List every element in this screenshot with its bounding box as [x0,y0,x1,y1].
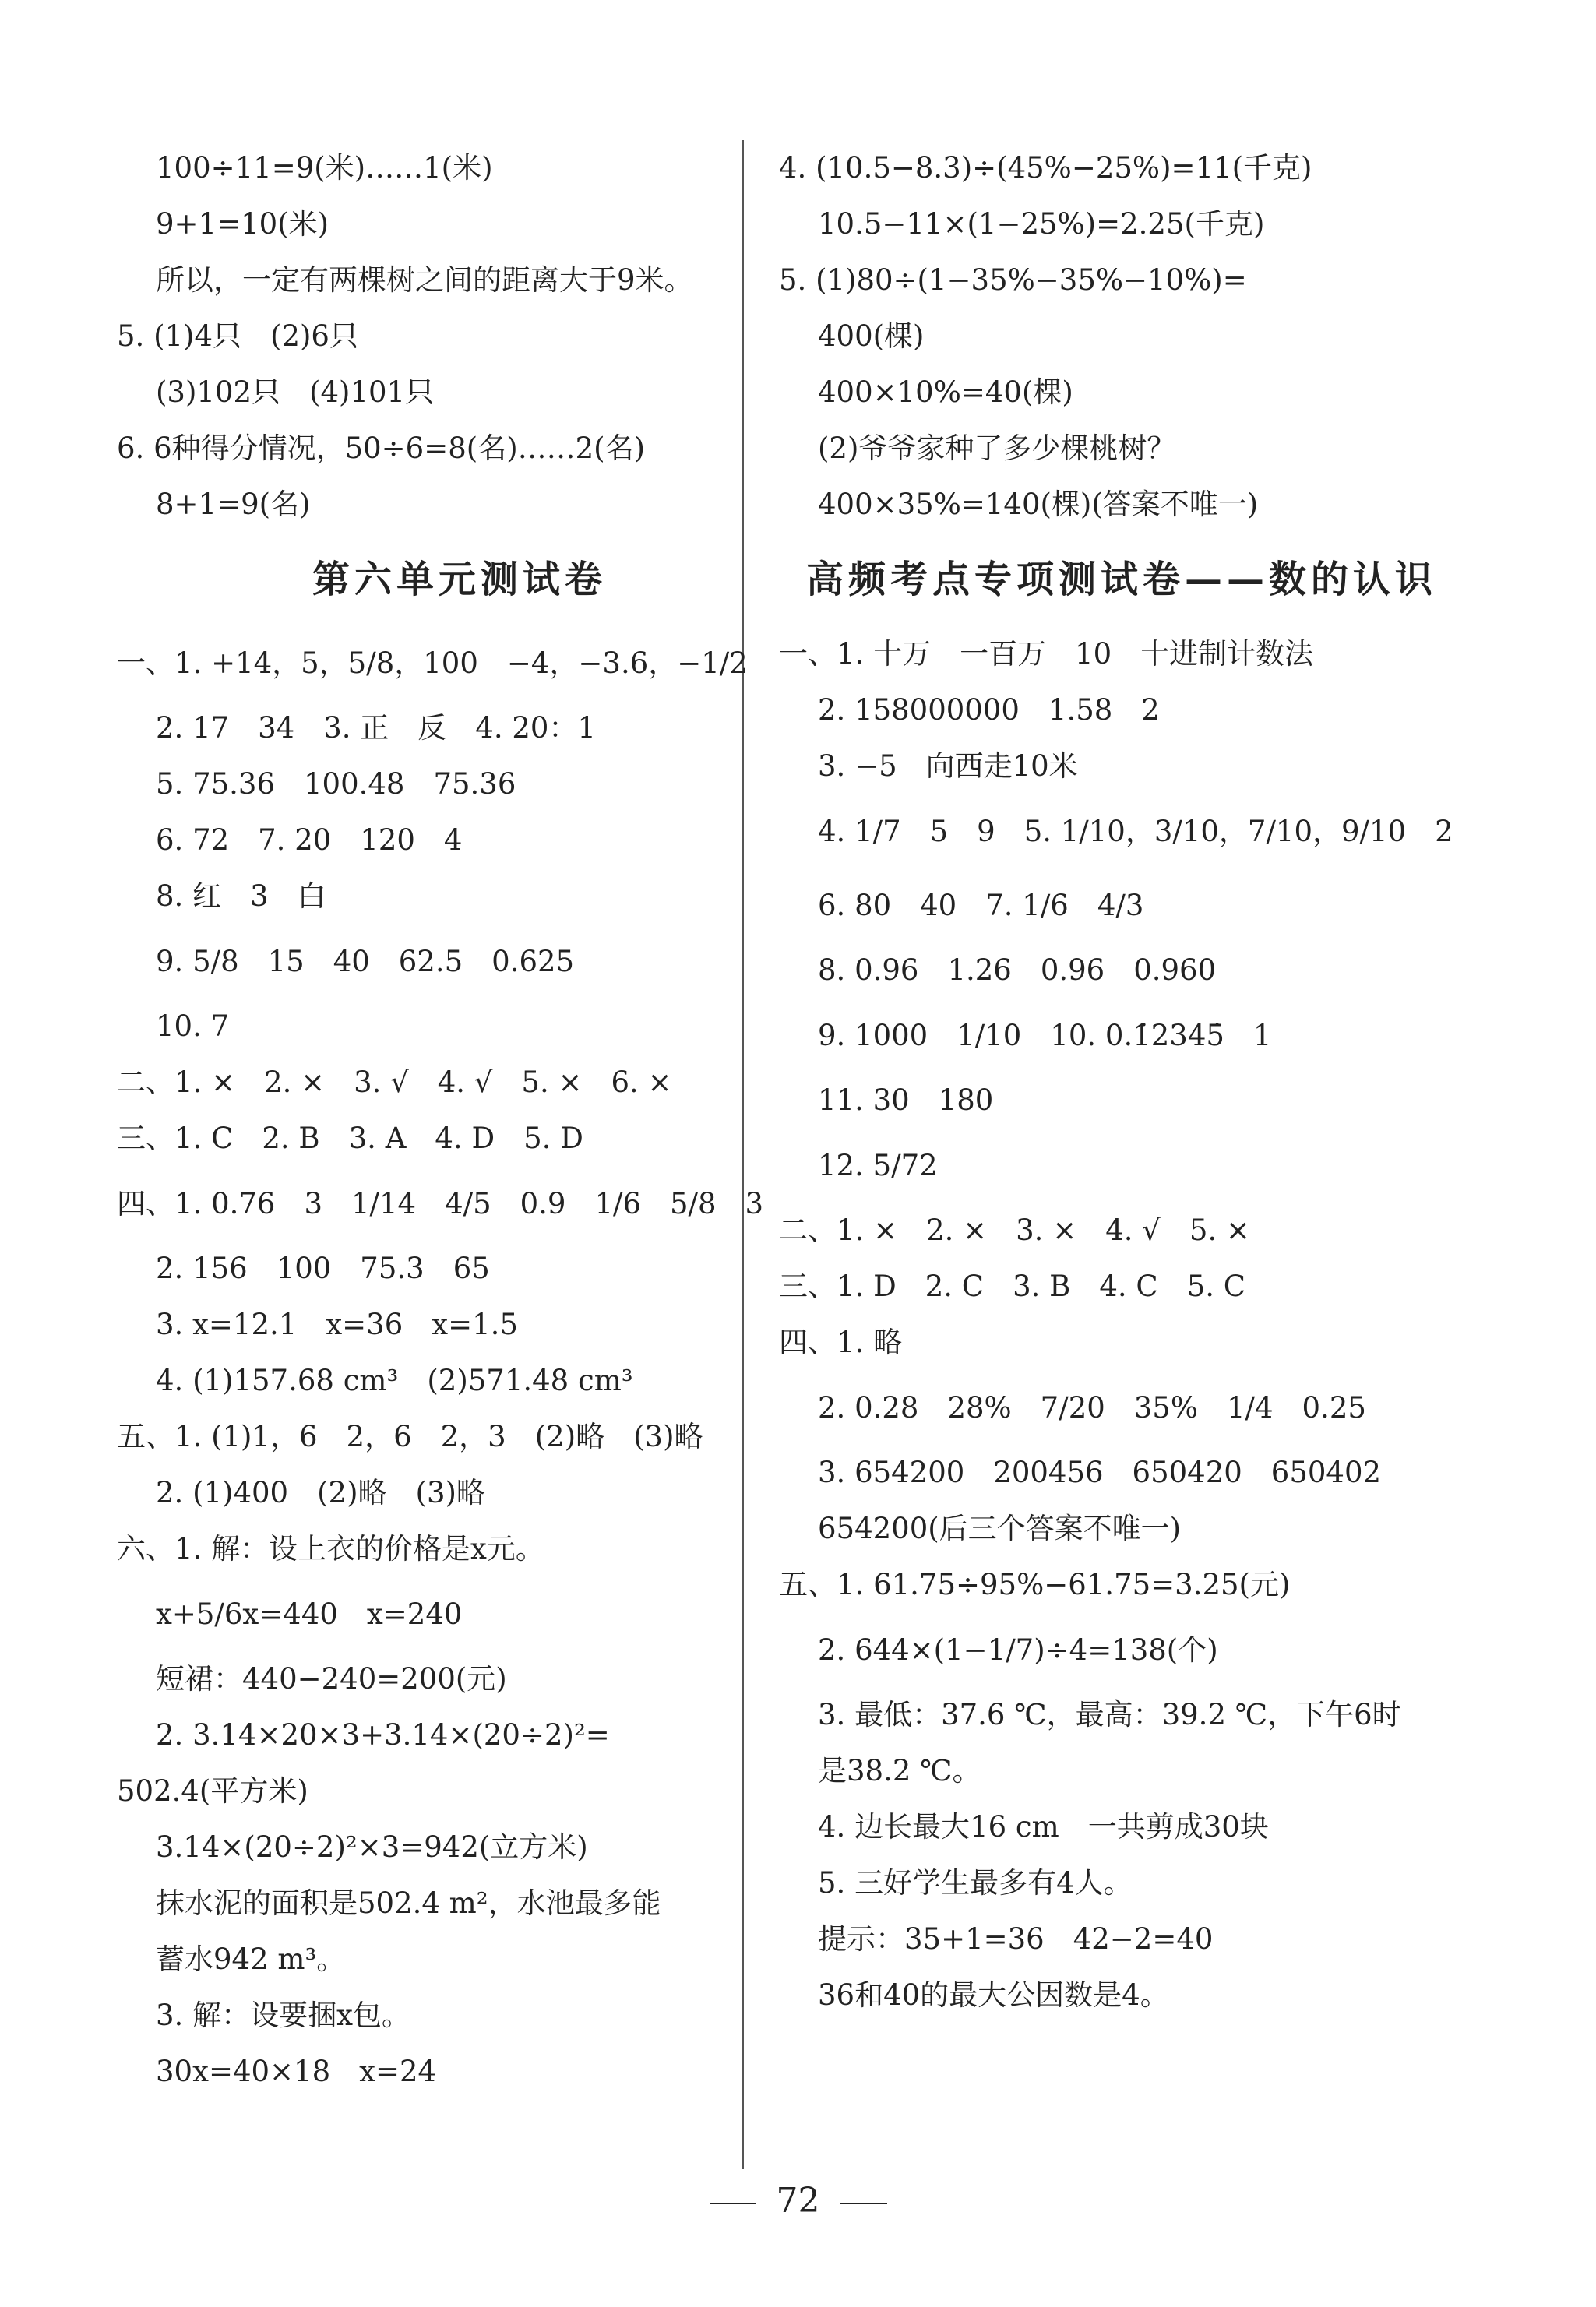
answer-line: 4. (1)157.68 cm³ (2)571.48 cm³ [156,1364,633,1397]
right-column [779,140,1464,2023]
answer-line: 8. 红 3 白 [156,879,326,913]
answer-line: 502.4(平方米) [117,1774,308,1808]
answer-line: 30x=40×18 x=24 [156,2055,437,2088]
answer-line: 2. 644×(1−1/7)÷4=138(个) [818,1633,1218,1667]
answer-line: 3. 最低：37.6 ℃，最高：39.2 ℃，下午6时 [818,1698,1401,1731]
text-line: (3)102只 (4)101只 [156,375,435,409]
text-line: 10.5−11×(1−25%)=2.25(千克) [818,207,1265,241]
answer-line: 短裙：440−240=200(元) [156,1662,507,1696]
answer-line: 蓄水942 m³。 [156,1942,346,1976]
answer-line: 9. 1000 1/10 10. 0.1̇2345̇ 1 [818,1019,1272,1052]
answer-line: 三、1. D 2. C 3. B 4. C 5. C [779,1270,1246,1303]
answer-line: 2. 156 100 75.3 65 [156,1252,490,1285]
answer-line: 3. −5 向西走10米 [818,749,1078,783]
text-line: 100÷11=9(米)……1(米) [156,151,493,185]
answer-line: 5. 75.36 100.48 75.36 [156,767,516,801]
answer-line: 10. 7 [156,1009,230,1043]
page-number-dash-right [840,2203,887,2204]
answer-line: 四、1. 0.76 3 1/14 4/5 0.9 1/6 5/8 3 [117,1187,764,1220]
section-title: 第六单元测试卷 [312,558,607,601]
page-number-text: 72 [776,2181,820,2221]
left-column [117,140,802,2100]
answer-line: 6. 80 40 7. 1/6 4/3 [818,889,1144,922]
section-title: 高频考点专项测试卷——数的认识 [805,558,1437,601]
answer-line: 是38.2 ℃。 [818,1754,981,1787]
answer-line: 3. x=12.1 x=36 x=1.5 [156,1308,518,1341]
answer-line: 二、1. × 2. × 3. × 4. √ 5. × [779,1213,1250,1247]
answer-line: 12. 5/72 [818,1149,938,1182]
answer-line: 11. 30 180 [818,1083,994,1117]
text-line: 400(棵) [818,319,925,353]
answer-line: 四、1. 略 [779,1326,903,1359]
answer-line: x+5/6x=440 x=240 [156,1597,463,1631]
answer-line: 2. 0.28 28% 7/20 35% 1/4 0.25 [818,1391,1366,1425]
answer-line: 8. 0.96 1.26 0.96 0.960 [818,953,1217,987]
answer-line: 五、1. 61.75÷95%−61.75=3.25(元) [779,1568,1291,1601]
page-number-dash-left [710,2203,756,2204]
text-line: 5. (1)80÷(1−35%−35%−10%)= [779,263,1247,297]
answer-line: 3.14×(20÷2)²×3=942(立方米) [156,1830,588,1864]
answer-line: 4. 边长最大16 cm 一共剪成30块 [818,1810,1269,1844]
answer-line: 9. 5/8 15 40 62.5 0.625 [156,945,575,978]
text-line: 8+1=9(名) [156,488,311,521]
text-line: 400×10%=40(棵) [818,375,1073,409]
answer-line: 五、1. (1)1，6 2，6 2，3 (2)略 (3)略 [117,1420,703,1453]
text-line: 5. (1)4只 (2)6只 [117,319,358,353]
answer-line: 2. 3.14×20×3+3.14×(20÷2)²= [156,1718,610,1752]
answer-line: 六、1. 解：设上衣的价格是x元。 [117,1532,544,1566]
answer-line: 3. 解：设要捆x包。 [156,1999,410,2032]
answer-line: 二、1. × 2. × 3. √ 4. √ 5. × 6. × [117,1065,672,1099]
answer-line: 三、1. C 2. B 3. A 4. D 5. D [117,1122,583,1155]
text-line: 所以，一定有两棵树之间的距离大于9米。 [156,263,693,297]
answer-line: 654200(后三个答案不唯一) [818,1512,1182,1545]
answer-line: 2. 17 34 3. 正 反 4. 20：1 [156,711,596,745]
answer-line: 提示：35+1=36 42−2=40 [818,1922,1214,1956]
text-line: 400×35%=140(棵)(答案不唯一) [818,488,1259,521]
answer-line: 5. 三好学生最多有4人。 [818,1866,1133,1900]
page-number [0,2181,1596,2221]
answer-line: 4. 1/7 5 9 5. 1/10，3/10，7/10，9/10 2 [818,815,1453,848]
text-line: (2)爷爷家种了多少棵桃树？ [818,431,1176,465]
answer-line: 6. 72 7. 20 120 4 [156,823,463,857]
answer-line: 抹水泥的面积是502.4 m²，水池最多能 [156,1886,661,1920]
answer-line: 一、1. +14，5，5/8，100 −4，−3.6，−1/2 [117,646,748,680]
answer-line: 3. 654200 200456 650420 650402 [818,1456,1382,1489]
text-line: 6. 6种得分情况，50÷6=8(名)……2(名) [117,431,646,465]
text-line: 4. (10.5−8.3)÷(45%−25%)=11(千克) [779,151,1312,185]
text-line: 9+1=10(米) [156,207,329,241]
answer-line: 2. 158000000 1.58 2 [818,693,1160,727]
answer-line: 2. (1)400 (2)略 (3)略 [156,1476,485,1509]
answer-line: 一、1. 十万 一百万 10 十进制计数法 [779,637,1314,671]
answer-line: 36和40的最大公因数是4。 [818,1978,1169,2012]
